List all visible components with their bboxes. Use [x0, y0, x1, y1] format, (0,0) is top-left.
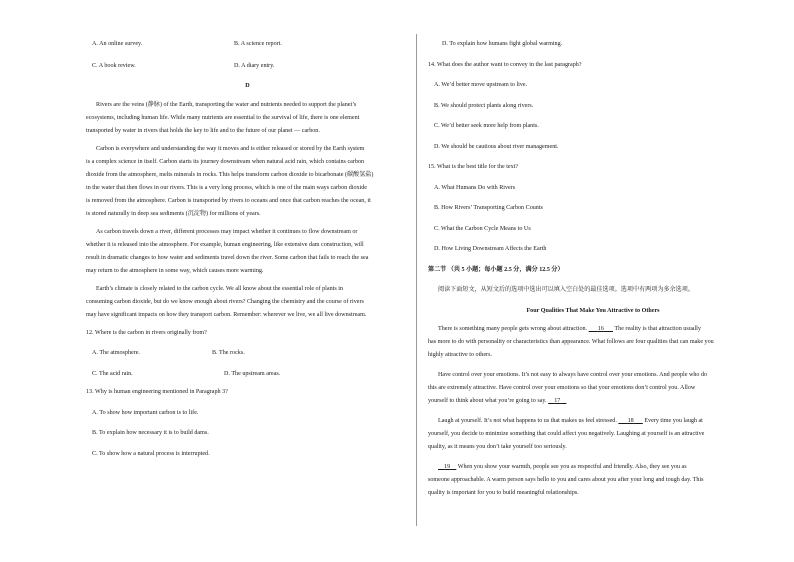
passage-line: highly attractive to others. — [428, 352, 492, 358]
passage-text: Laugh at yourself. It’s not what happens to us that makes us feel stressed. — [438, 418, 617, 424]
para4-line: may have significant impacts on how they transport carbon. Remember: wherever we live, we all live downstream. — [86, 311, 367, 318]
q12-option-a: A. The atmosphere. — [92, 350, 140, 356]
passage-line — [428, 461, 758, 474]
passage-paragraph-3 — [428, 415, 758, 454]
passage-line: Have control over your emotions. It’s not easy to always have control over your emotions. And people who do — [438, 372, 708, 378]
blank-19 — [438, 464, 456, 470]
prev-option-a: A. An online survey. — [92, 41, 143, 47]
passage-line — [428, 415, 758, 428]
q15-option-b: B. How Rivers’ Transporting Carbon Counts — [434, 205, 543, 211]
blank-number: 18 — [627, 418, 634, 424]
prev-options-row-1 — [86, 38, 409, 51]
passage-text: The reality is that attraction usually — [614, 326, 701, 332]
q12-options-row-2 — [86, 368, 409, 381]
q14-option-a: A. We’d better move upstream to live. — [434, 82, 528, 88]
q12-option-d: D. The upstream areas. — [224, 370, 281, 377]
prev-option-b: B. A science report. — [234, 41, 282, 47]
para4-line: Earth’s climate is closely related to the carbon cycle. We all know about the essential role of plants in — [96, 285, 343, 292]
q15-option-a: A. What Humans Do with Rivers — [434, 184, 516, 191]
passage-text: When you show your warmth, people see you as respectful and friendly. Also, they see you as — [457, 464, 687, 470]
paragraph-2 — [86, 143, 409, 221]
q12-options-row-1 — [86, 347, 409, 360]
para2-line: dioxide from the atmosphere, melts minerals in rocks. This helps transform carbon dioxide to bicarbonate (碳酸氢盐) — [86, 171, 374, 178]
passage-paragraph-2 — [428, 369, 758, 408]
blank-18 — [618, 418, 642, 424]
para1-line: Rivers are the veins (静脉) of the Earth, transporting the water and nutrients needed to support the planet’s — [96, 101, 357, 108]
passage-title: Four Qualities That Make You Attractive to Others — [526, 307, 660, 314]
para3-line: whether it is released into the atmosphere. For example, human engineering, like extensive dam construction, will — [86, 241, 364, 248]
question-14: 14. What does the author want to convey in the last paragraph? — [428, 61, 582, 68]
question-12: 12. Where is the carbon in rivers originally from? — [86, 329, 207, 336]
passage-line: has more to do with personality or characteristics than appearance. What follows are four qualities that can make you — [428, 339, 714, 345]
instructions: 阅读下面短文，从短文后的选项中选出可以填入空白处的最佳选项。选项中有两项为多余选项。 — [438, 287, 694, 293]
paragraph-3 — [86, 226, 409, 278]
para2-line: is stored naturally in deep sea sediments (沉淀物) for millions of years. — [86, 210, 261, 217]
passage-line: yourself, you decide to minimize something that could affect you negatively. Laughing at yourself is an attractive — [428, 431, 705, 437]
column-divider — [416, 34, 417, 526]
passage-line — [428, 395, 758, 408]
para3-line: may return to the atmosphere in some way, which causes more warming. — [86, 267, 264, 274]
blank-number: 17 — [554, 398, 561, 404]
passage-line: someone approachable. A warm person says hello to you and cares about you after your long and tough day. This — [428, 477, 704, 483]
passage-line: this are extremely attractive. Have control over your emotions so that your emotions don’t control you. Allow — [428, 385, 696, 391]
para1-line: ecosystems, including human life. While many nutrients are essential to the survival of life, there is one element — [86, 114, 360, 121]
para2-line: is removed from the atmosphere. Carbon is transported by rivers to oceans and once that carbon reaches the ocean, it — [86, 197, 371, 204]
q15-option-d: D. How Living Downstream Affects the Earth — [434, 246, 547, 252]
q14-option-b: B. We should protect plants along rivers. — [434, 102, 534, 109]
blank-number: 19 — [444, 464, 451, 470]
q12-option-b: B. The rocks. — [212, 350, 245, 356]
section-2-heading: 第二节 （共 5 小题；每小题 2.5 分，满分 12.5 分） — [428, 266, 564, 273]
para3-line: result in dramatic changes to how water and sediments travel down the river. Some carbon that fails to reach the sea — [86, 254, 369, 261]
passage-line: quality, as it means you don’t take yourself too seriously. — [428, 444, 567, 450]
blank-number: 16 — [597, 326, 604, 332]
para3-line: As carbon travels down a river, different processes may impact whether it continues to flow downstream or — [96, 228, 358, 235]
prev-option-d: D. A diary entry. — [234, 62, 275, 69]
prev-option-c: C. A book review. — [92, 62, 136, 69]
q15-option-c: C. What the Carbon Cycle Means to Us — [434, 225, 531, 232]
q13-option-d: D. To explain how humans fight global warming. — [442, 41, 563, 47]
prev-options-row-2 — [86, 60, 409, 73]
passage-paragraph-4 — [428, 461, 758, 500]
para1-line: transported by water in rivers that holds the key to life and to the future of our planet — carbon. — [86, 127, 320, 134]
blank-17 — [548, 398, 566, 404]
q14-option-c: C. We’d better seek more help from plants. — [434, 123, 539, 129]
para2-line: Carbon is everywhere and understanding the way it moves and is either released or stored by the Earth system — [96, 145, 365, 152]
para2-line: is a complex science in itself. Carbon starts its journey downstream when natural acid rain, which contains carbon — [86, 158, 365, 165]
section-d-heading: D — [245, 83, 250, 89]
para4-line: consuming carbon dioxide, but do we know enough about rivers? Changing the chemistry and the course of rivers — [86, 298, 364, 305]
question-13: 13. Why is human engineering mentioned in Paragraph 3? — [86, 389, 228, 395]
left-column — [86, 38, 409, 460]
q13-option-a: A. To show how important carbon is to life. — [92, 409, 199, 416]
q14-option-d: D. We should be cautious about river management. — [434, 143, 559, 150]
passage-paragraph-1 — [428, 323, 758, 362]
paragraph-4 — [86, 283, 409, 322]
right-column — [428, 38, 758, 500]
passage-line: quality is important for you to build meaningful relationships. — [428, 490, 579, 496]
q12-option-c: C. The acid rain. — [92, 370, 133, 377]
para2-line: in the water that then flows in our rivers. This is a very long process, which is one of the main ways carbon dioxide — [86, 184, 367, 191]
q13-option-b: B. To explain how necessary it is to build dams. — [92, 430, 209, 436]
passage-text: yourself to think about what you’re going to say. — [428, 398, 547, 404]
q13-option-c: C. To show how a natural process is interrupted. — [92, 450, 210, 457]
paragraph-1 — [86, 99, 409, 138]
blank-16 — [589, 326, 613, 332]
passage-text: There is something many people gets wrong about attraction. — [438, 326, 588, 332]
passage-line — [428, 323, 758, 336]
question-15: 15. What is the best title for the text? — [428, 164, 519, 170]
passage-text: Every time you laugh at — [644, 418, 703, 424]
